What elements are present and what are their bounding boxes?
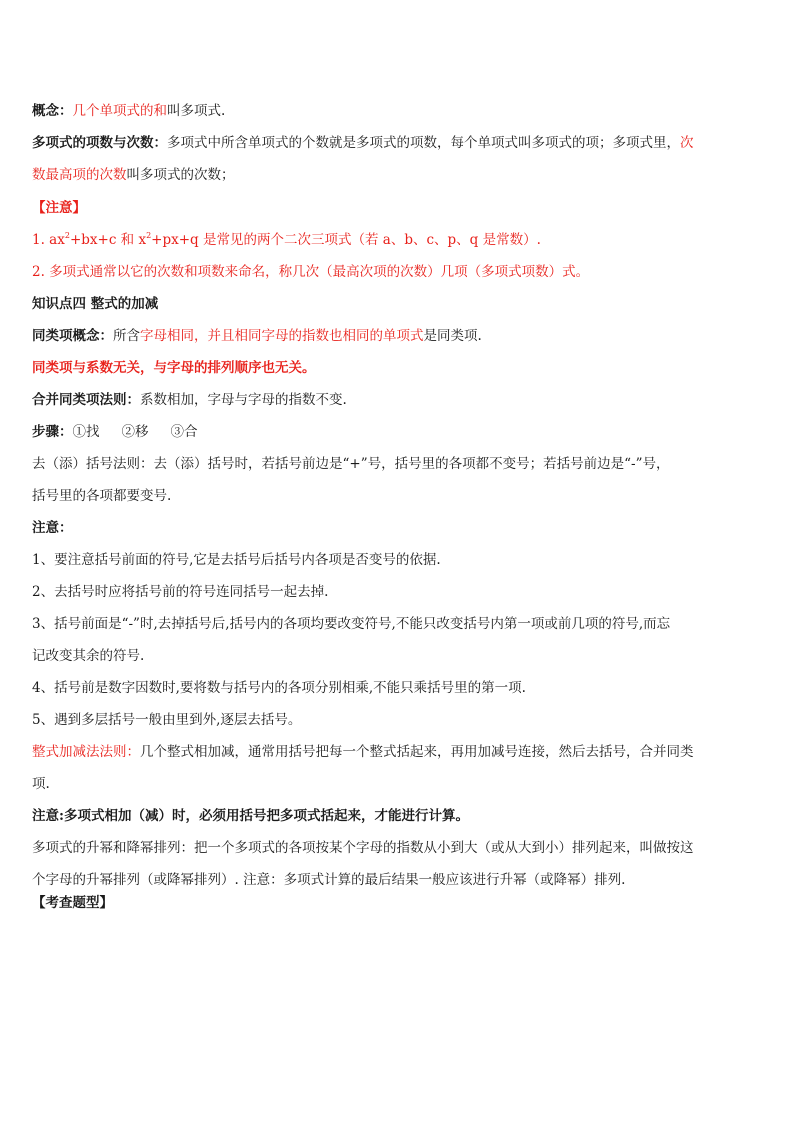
note1-superscript-b: 2 bbox=[146, 231, 152, 240]
add-sub-rule-text: 几个整式相加减，通常用括号把每一个整式括起来，再用加减号连接，然后去括号，合并同类 bbox=[140, 744, 694, 760]
attention-item-2: 2、去括号时应将括号前的符号连同括号一起去掉. bbox=[32, 584, 329, 600]
note1-part-a: 1. ax bbox=[32, 232, 65, 248]
steps-line bbox=[32, 422, 772, 442]
note-item-2: 2. 多项式通常以它的次数和项数来命名，称几次（最高次项的次数）几项（多项式项数）式。 bbox=[32, 264, 590, 280]
step-2: ②移 bbox=[121, 424, 149, 440]
like-terms-note: 同类项与系数无关，与字母的排列顺序也无关。 bbox=[32, 360, 316, 376]
add-sub-rule-line-2: 项. bbox=[32, 776, 50, 792]
add-sub-rule-line-1 bbox=[32, 742, 772, 762]
terms-degree-line-1 bbox=[32, 133, 772, 153]
concept-label: 概念： bbox=[32, 103, 73, 119]
combine-rule-label: 合并同类项法则： bbox=[32, 392, 140, 408]
like-terms-text: 所含 bbox=[113, 328, 140, 344]
like-terms-line bbox=[32, 326, 772, 346]
terms-degree-highlight-start: 次 bbox=[680, 135, 694, 151]
terms-degree-text-end: 叫多项式的次数； bbox=[126, 167, 235, 183]
attention-item-4: 4、括号前是数字因数时,要将数与括号内的各项分别相乘,不能只乘括号里的第一项. bbox=[32, 680, 526, 696]
combine-rule-text: 系数相加，字母与字母的指数不变. bbox=[140, 392, 347, 408]
concept-rest: 叫多项式. bbox=[167, 103, 226, 119]
ordering-line-2: 个字母的升幂排列（或降幂排列）. 注意：多项式计算的最后结果一般应该进行升幂（或降幂）排列. bbox=[32, 872, 626, 888]
terms-degree-highlight: 数最高项的次数 bbox=[32, 167, 127, 183]
note-item-1 bbox=[32, 230, 772, 250]
attention-item-3-cont: 记改变其余的符号. bbox=[32, 648, 145, 664]
concept-line bbox=[32, 101, 772, 121]
combine-rule-line bbox=[32, 390, 772, 410]
steps-label: 步骤： bbox=[32, 424, 73, 440]
note1-part-b: +bx+c 和 x bbox=[69, 232, 147, 248]
attention-item-5: 5、遇到多层括号一般由里到外,逐层去括号。 bbox=[32, 712, 302, 728]
step-1: ①找 bbox=[72, 424, 100, 440]
terms-degree-line-2 bbox=[32, 165, 772, 185]
ordering-line-1: 多项式的升幂和降幂排列：把一个多项式的各项按某个字母的指数从小到大（或从大到小）排列起来，叫做按这 bbox=[32, 840, 694, 856]
note1-superscript-a: 2 bbox=[64, 231, 70, 240]
add-sub-rule-label: 整式加减法法则： bbox=[32, 744, 140, 760]
attention-item-1: 1、要注意括号前面的符号,它是去括号后括号内各项是否变号的依据. bbox=[32, 552, 441, 568]
note1-part-c: +px+q 是常见的两个二次三项式（若 a、b、c、p、q 是常数）. bbox=[151, 232, 541, 248]
attention-item-3: 3、括号前面是“-”时,去掉括号后,括号内的各项均要改变符号,不能只改变括号内第一项或前几项的符号,而忘 bbox=[32, 616, 671, 632]
step-3: ③合 bbox=[170, 424, 198, 440]
exam-types-header: 【考查题型】 bbox=[32, 895, 113, 911]
bold-note: 注意:多项式相加（减）时，必须用括号把多项式括起来，才能进行计算。 bbox=[32, 808, 469, 824]
like-terms-text-end: 是同类项. bbox=[423, 328, 482, 344]
like-terms-highlight: 字母相同，并且相同字母的指数也相同的单项式 bbox=[140, 328, 424, 344]
terms-degree-text: 多项式中所含单项式的个数就是多项式的项数，每个单项式叫多项式的项；多项式里， bbox=[167, 135, 680, 151]
terms-degree-label: 多项式的项数与次数： bbox=[32, 135, 167, 151]
concept-highlight: 几个单项式的和 bbox=[72, 103, 167, 119]
like-terms-label: 同类项概念： bbox=[32, 328, 113, 344]
section-title: 知识点四 整式的加减 bbox=[32, 296, 159, 312]
note-header: 【注意】 bbox=[32, 200, 86, 216]
bracket-rule-line-2: 括号里的各项都要变号. bbox=[32, 488, 172, 504]
bracket-rule-line-1: 去（添）括号法则：去（添）括号时，若括号前边是“+”号，括号里的各项都不变号；若括号前边是“-”号， bbox=[32, 456, 670, 472]
attention-label: 注意： bbox=[32, 520, 73, 536]
